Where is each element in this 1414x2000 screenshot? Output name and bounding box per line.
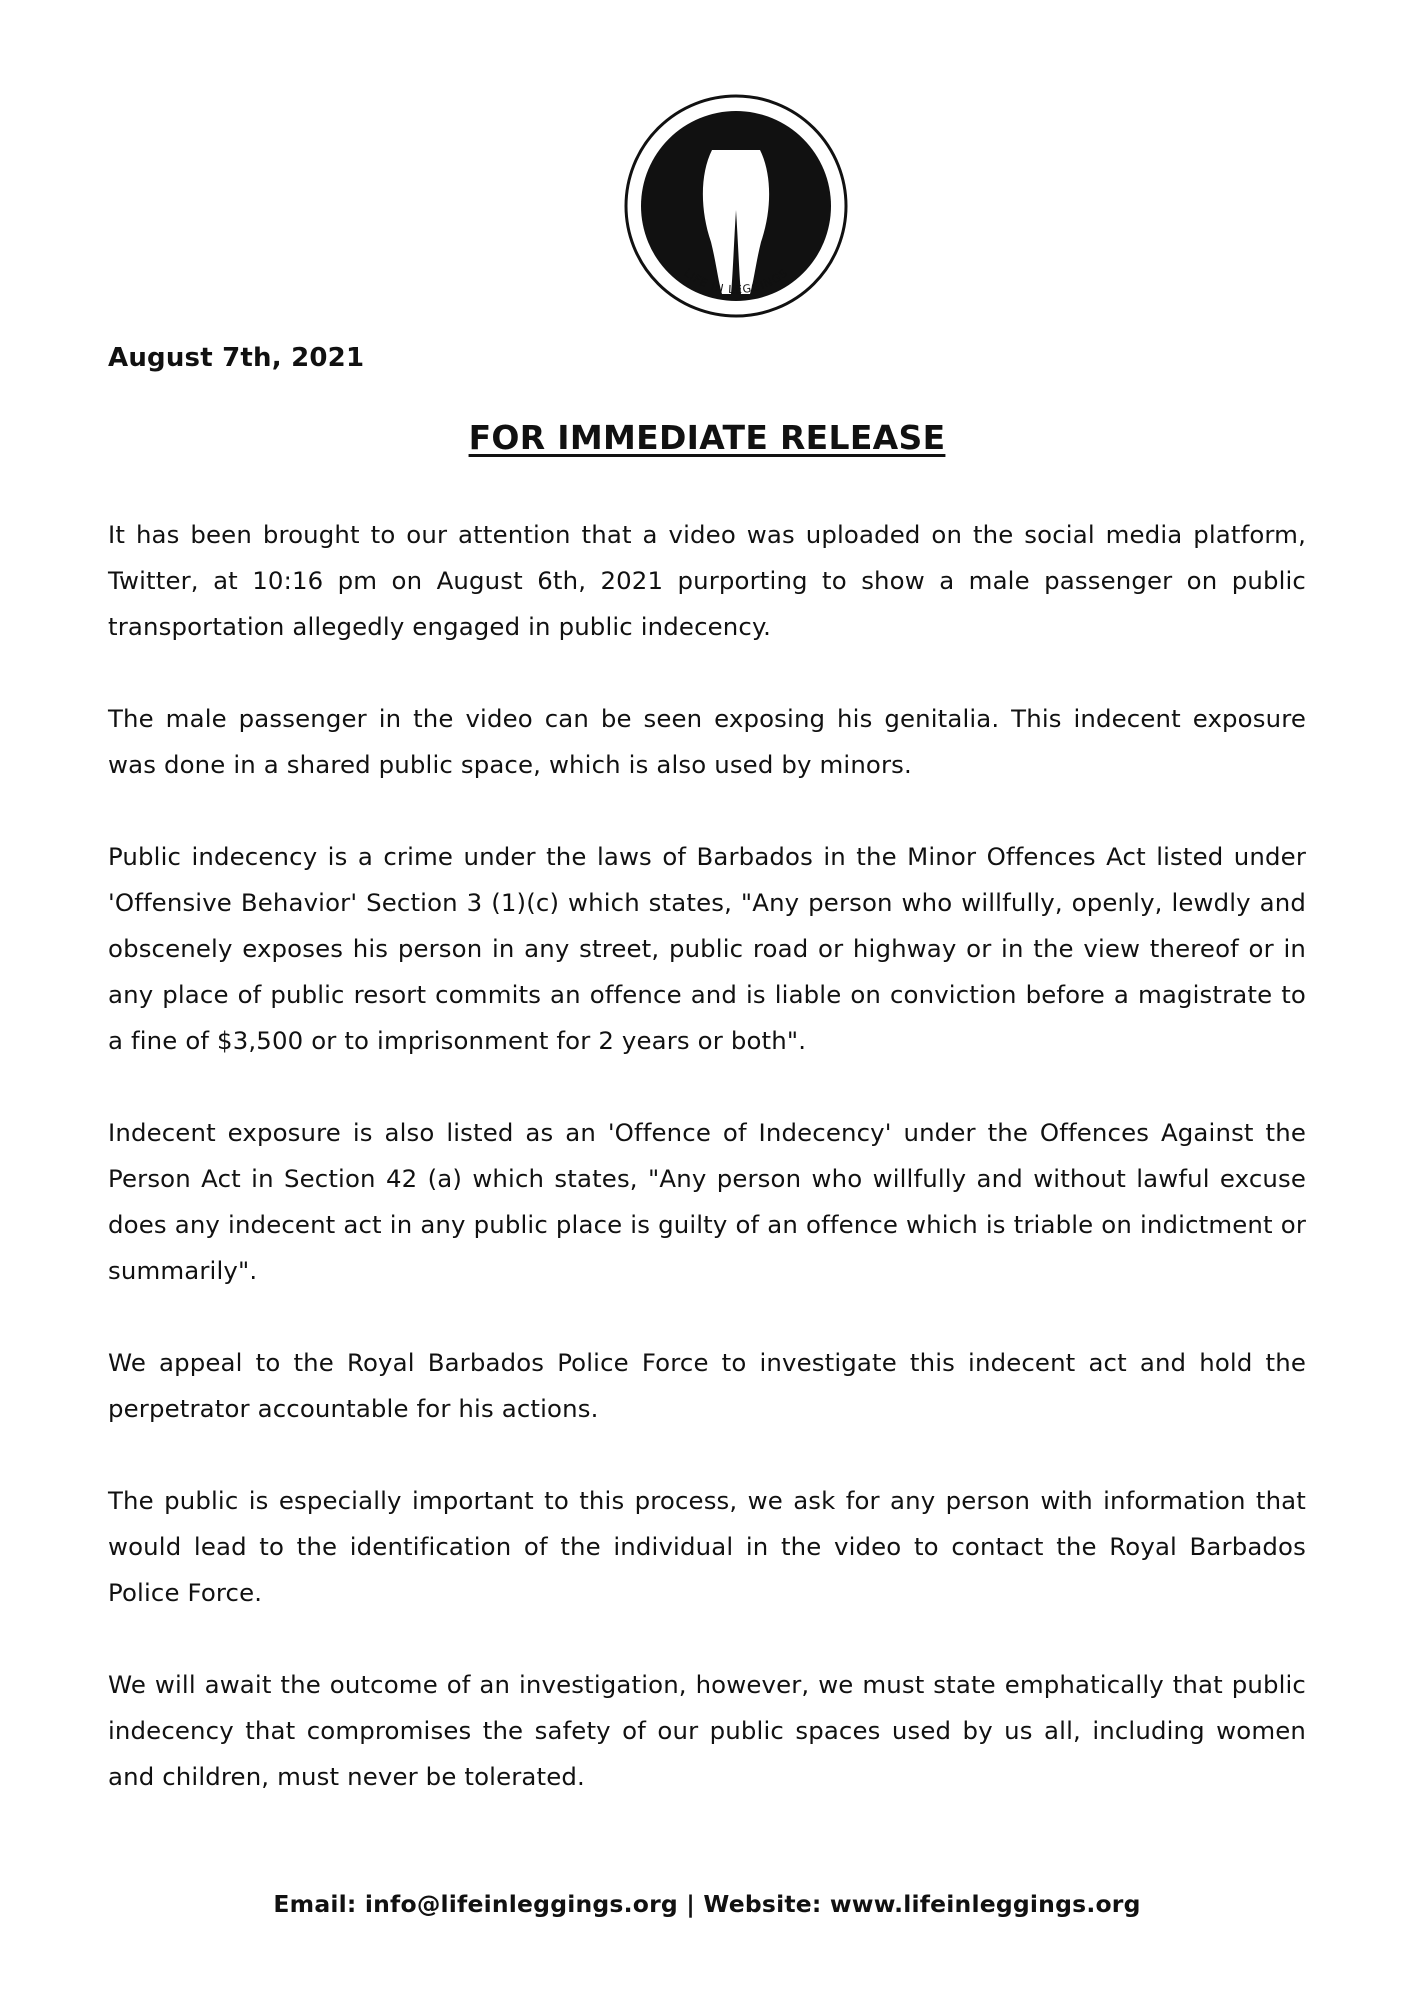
paragraph-5: We appeal to the Royal Barbados Police Force to investigate this indecent act and hold the perpetrator accountable for his actions. xyxy=(108,1348,1306,1423)
page-title: FOR IMMEDIATE RELEASE xyxy=(468,418,946,457)
paragraph-4: Indecent exposure is also listed as an 'Offence of Indecency' under the Offences Against the Person Act in Section 42 (a) which states, "Any person who willfully and without lawful excuse does any indecent act in any public place is guilty of an offence which is triable on indictment or summarily". xyxy=(108,1118,1306,1285)
contact-footer: Email: info@lifeinleggings.org | Website: www.lifeinleggings.org xyxy=(273,1890,1141,1918)
press-release-body xyxy=(108,512,1306,1846)
logo xyxy=(622,92,850,320)
paragraph-7: We will await the outcome of an investigation, however, we must state emphatically that public indecency that compromises the safety of our public spaces used by us all, including women and children, must never be tolerated. xyxy=(108,1670,1306,1791)
leggings-silhouette-icon xyxy=(622,92,850,320)
paragraph-6: The public is especially important to this process, we ask for any person with information that would lead to the identification of the individual in the video to contact the Royal Barbados Police Force. xyxy=(108,1486,1306,1607)
release-date: August 7th, 2021 xyxy=(108,343,365,373)
paragraph-3: Public indecency is a crime under the laws of Barbados in the Minor Offences Act listed under 'Offensive Behavior' Section 3 (1)(c) which states, "Any person who willfully, openly, lewdly and obscenely exposes his person in any street, public road or highway or in the view thereof or in any place of public resort commits an offence and is liable on conviction before a magistrate to a fine of $3,500 or to imprisonment for 2 years or both". xyxy=(108,842,1306,1055)
paragraph-2: The male passenger in the video can be seen exposing his genitalia. This indecent exposure was done in a shared public space, which is also used by minors. xyxy=(108,704,1306,779)
paragraph-1: It has been brought to our attention that a video was uploaded on the social media platform, Twitter, at 10:16 pm on August 6th, 2021 purporting to show a male passenger on public transportation allegedly engaged in public indecency. xyxy=(108,520,1306,641)
logo-text: LIFE IN LEGGINGS xyxy=(681,266,791,297)
